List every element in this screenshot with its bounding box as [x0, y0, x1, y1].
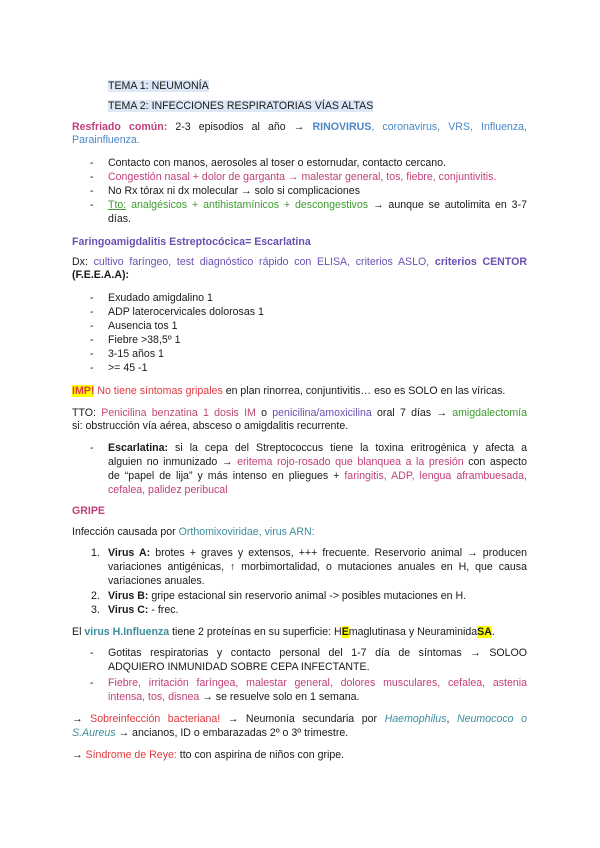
faringo-tto-line: TTO: Penicilina benzatina 1 dosis IM o penicilina/amoxicilina oral 7 días → amigdalectomía: [72, 407, 527, 419]
centor-criterion: >= 45 -1: [108, 362, 148, 374]
faringo-tto-line-2: si: obstrucción vía aérea, absceso o amigdalitis recurrente.: [72, 420, 349, 432]
bullet-dash: -: [90, 348, 94, 360]
list-number: 3.: [91, 604, 100, 616]
escarlatina-line-1: Escarlatina: si la cepa del Streptococcus tiene la toxina eritrogénica y afecta a: [108, 442, 527, 454]
resfriado-bullet-1: Contacto con manos, aerosoles al toser o estornudar, contacto cercano.: [108, 157, 447, 169]
resfriado-bullet-2: Congestión nasal + dolor de garganta → malestar general, tos, fiebre, conjuntivitis.: [108, 171, 497, 183]
rinovirus-term: RINOVIRUS: [312, 121, 372, 133]
escarlatina-line-3: de “papel de lija” y más intenso en pliegues + faringitis, ADP, lengua aframbuesada,: [108, 470, 527, 482]
bullet-dash: -: [90, 677, 94, 689]
virus-a-line-2: variaciones antigénicas, ↑ morbimortalidad, o mutaciones anuales en H, que causa: [108, 561, 527, 573]
bullet-dash: -: [90, 442, 94, 454]
gripe-bullet-2-line-2: intensa, tos, disnea → se resuelve solo en 1 semana.: [108, 691, 360, 703]
bullet-dash: -: [90, 306, 94, 318]
gripe-bullet-1-line-1: Gotitas respiratorias y contacto personal del 1-7 día de síntomas → SOLOO: [108, 647, 527, 659]
bullet-dash: -: [90, 185, 94, 197]
bullet-dash: -: [90, 292, 94, 304]
resfriado-title: Resfriado común:: [72, 121, 168, 133]
virus-b-line: Virus B: gripe estacional sin reservorio animal -> posibles mutaciones en H.: [108, 590, 467, 602]
escarlatina-line-4: cefalea, palidez peribucal: [108, 484, 228, 496]
imp-note: IMP! No tiene síntomas gripales en plan rinorrea, conjuntivitis… eso es SOLO en las víricas.: [72, 385, 506, 397]
resfriado-line-1: Resfriado común: 2-3 episodios al año → RINOVIRUS, coronavirus, VRS, Influenza,: [72, 121, 528, 133]
reye-line: → Síndrome de Reye: tto con aspirina de niños con gripe.: [72, 749, 345, 761]
escarlatina-line-2: alguien no inmunizado → eritema rojo-rosado que blanquea a la presión con aspecto: [108, 456, 527, 468]
bullet-dash: -: [90, 157, 94, 169]
resfriado-bullet-4: Tto: analgésicos + antihistamínicos + descongestivos → aunque se autolimita en 3-7: [108, 199, 527, 211]
bullet-dash: -: [90, 334, 94, 346]
sobreinfeccion-line-1: → Sobreinfección bacteriana! → Neumonía secundaria por Haemophilus, Neumococo o: [72, 713, 527, 725]
resfriado-line-2: Parainfluenza.: [72, 134, 140, 146]
gripe-bullet-2-line-1: Fiebre, irritación faríngea, malestar general, dolores musculares, cefalea, astenia: [108, 677, 527, 689]
h-influenza-line: El virus H.Influenza tiene 2 proteínas en su superficie: HEmaglutinasa y NeuraminidaSA.: [72, 626, 495, 638]
bullet-dash: -: [90, 647, 94, 659]
virus-a-line-1: Virus A: brotes + graves y extensos, +++ frecuente. Reservorio animal → producen: [108, 547, 527, 559]
faringo-title: Faringoamigdalitis Estreptocócica= Escarlatina: [72, 236, 311, 248]
bullet-dash: -: [90, 171, 94, 183]
virus-c-line: Virus C: - frec.: [108, 604, 179, 616]
list-number: 2.: [91, 590, 100, 602]
list-number: 1.: [91, 547, 100, 559]
centor-term: criterios CENTOR: [434, 256, 527, 268]
gripe-bullet-1-line-2: ADQUIERO INMUNIDAD SOBRE CEPA INFECTANTE.: [108, 661, 370, 673]
bullet-dash: -: [90, 199, 94, 211]
centor-criterion: 3-15 años 1: [108, 348, 164, 360]
bullet-dash: -: [90, 320, 94, 332]
centor-criterion: Exudado amigdalino 1: [108, 292, 213, 304]
virus-a-line-3: variaciones anuales.: [108, 575, 205, 587]
centor-criterion: Fiebre >38,5º 1: [108, 334, 181, 346]
resfriado-bullet-3: No Rx tórax ni dx molecular → solo si complicaciones: [108, 185, 360, 197]
centor-criterion: ADP laterocervicales dolorosas 1: [108, 306, 264, 318]
centor-criterion: Ausencia tos 1: [108, 320, 178, 332]
feeaa-label: (F.E.E.A.A):: [72, 269, 130, 281]
heading-tema-2: TEMA 2: INFECCIONES RESPIRATORIAS VÍAS ALTAS: [108, 100, 374, 112]
gripe-intro: Infección causada por Orthomixoviridae, virus ARN:: [72, 526, 315, 538]
bullet-dash: -: [90, 362, 94, 374]
faringo-dx-line: Dx: cultivo faríngeo, test diagnóstico rápido con ELISA, criterios ASLO, criterios CENTOR: [72, 256, 527, 268]
sobreinfeccion-line-2: S.Aureus → ancianos, ID o embarazadas 2º o 3º trimestre.: [72, 727, 349, 739]
gripe-title: GRIPE: [72, 505, 105, 517]
heading-tema-1: TEMA 1: NEUMONÍA: [108, 80, 209, 92]
imp-badge: IMP!: [72, 385, 95, 397]
resfriado-bullet-4-cont: días.: [108, 213, 131, 225]
